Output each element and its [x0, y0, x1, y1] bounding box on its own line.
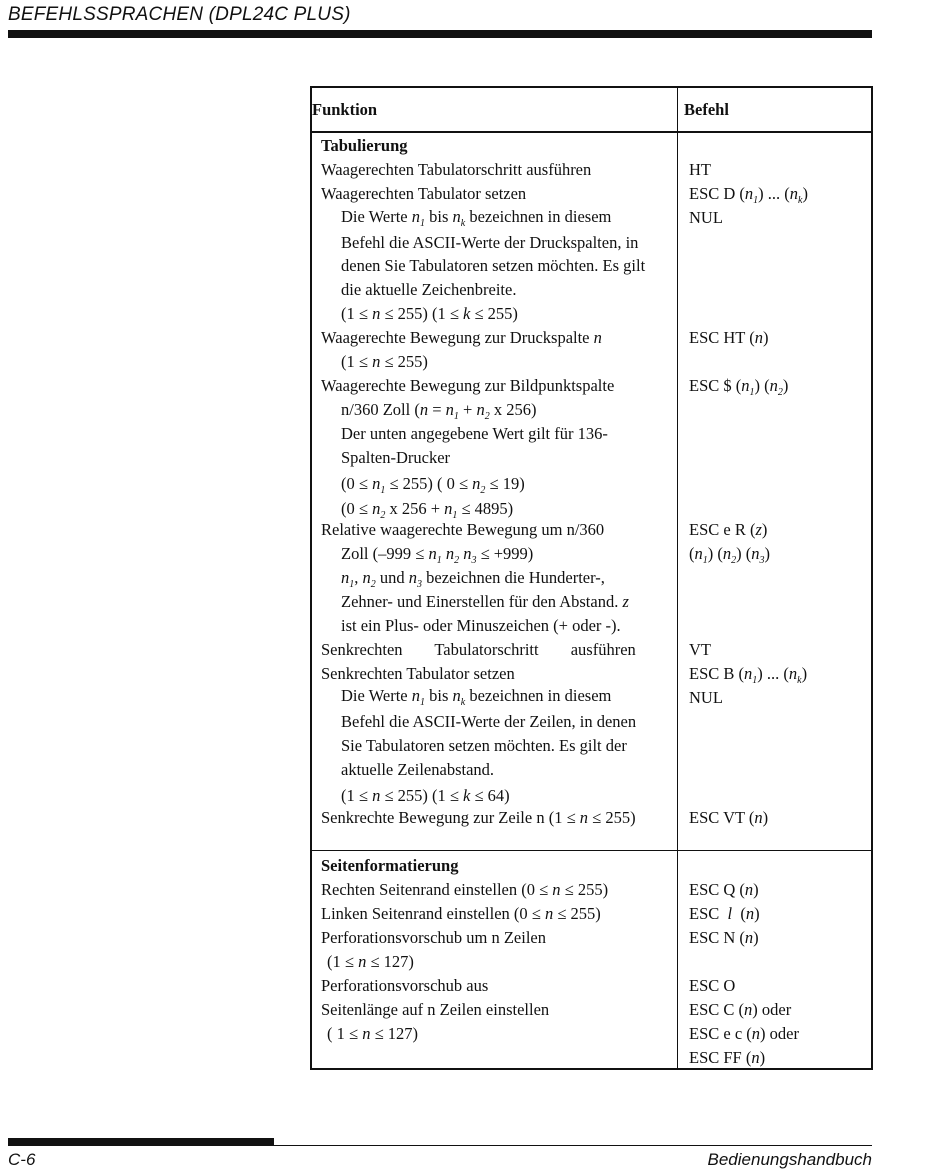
function-cell: Spalten-Drucker	[341, 448, 451, 467]
header-row-divider	[312, 131, 871, 133]
function-cell: Rechten Seitenrand einstellen (0 ≤ n ≤ 255)	[321, 880, 609, 899]
command-cell: NUL	[689, 208, 723, 227]
function-cell: Zoll ($-999 \le n_1$ $n_2$ $n_3 \le +999$)	[341, 544, 534, 566]
command-cell: ESC FF (n)	[689, 1048, 766, 1067]
function-cell: Die Werte $n_1$ bis $n_k$ bezeichnen in diesem	[341, 686, 612, 708]
section-divider	[312, 850, 871, 851]
section-heading: Seitenformatierung	[321, 856, 459, 875]
command-cell: ESC O	[689, 976, 736, 995]
function-cell: Befehl die ASCII-Werte der Druckspalten, in	[341, 233, 639, 252]
command-cell: ESC HT (n)	[689, 328, 769, 347]
column-divider	[677, 88, 678, 1068]
function-cell: Die Werte $n_1$ bis $n_k$ bezeichnen in diesem	[341, 207, 612, 229]
command-cell: ESC D $(n_1)$ ... $(n_k)$	[689, 184, 808, 206]
page-header-title: BEFEHLSSPRACHEN (DPL24C PLUS)	[8, 4, 351, 25]
function-cell: Waagerechten Tabulatorschritt ausführen	[321, 160, 592, 179]
command-cell: VT	[689, 640, 711, 659]
function-cell: Senkrechten Tabulator setzen	[321, 664, 515, 683]
function-cell: Befehl die ASCII-Werte der Zeilen, in denen	[341, 712, 637, 731]
page-number: C-6	[8, 1150, 36, 1169]
command-cell: ESC e R (z)	[689, 520, 768, 539]
function-cell: aktuelle Zeilenabstand.	[341, 760, 495, 779]
function-cell: Der unten angegebene Wert gilt für 136-	[341, 424, 608, 443]
function-cell: Waagerechte Bewegung zur Druckspalte n	[321, 328, 602, 347]
command-cell: NUL	[689, 688, 723, 707]
function-cell: Seitenlänge auf n Zeilen einstellen	[321, 1000, 550, 1019]
function-cell: Relative waagerechte Bewegung um n/360	[321, 520, 605, 539]
function-cell: Senkrechten Tabulatorschritt ausführen	[321, 640, 636, 659]
command-cell: ESC l (n)	[689, 904, 760, 923]
column-header-command: Befehl	[684, 100, 729, 119]
function-cell: Waagerechte Bewegung zur Bildpunktspalte	[321, 376, 615, 395]
function-cell: denen Sie Tabulatoren setzen möchten. Es gilt	[341, 256, 646, 275]
command-cell: ESC $ $(n_1)$ $(n_2)$	[689, 376, 789, 398]
function-cell: Zehner- und Einerstellen für den Abstand. z	[341, 592, 629, 611]
function-cell: Perforationsvorschub aus	[321, 976, 489, 995]
command-cell: HT	[689, 160, 711, 179]
command-cell: ESC e c (n) oder	[689, 1024, 799, 1043]
manual-title: Bedienungshandbuch	[707, 1150, 872, 1169]
function-cell: (1 ≤ n ≤ 127)	[327, 952, 414, 971]
command-cell: ESC N (n)	[689, 928, 759, 947]
function-cell: $(0 \le n_1 \le 255)$ ( $0 \le n_2 \le 19$)	[341, 474, 525, 496]
function-cell: ( 1 ≤ n ≤ 127)	[327, 1024, 418, 1043]
command-cell: ESC Q (n)	[689, 880, 759, 899]
function-cell: Linken Seitenrand einstellen (0 ≤ n ≤ 255)	[321, 904, 601, 923]
function-cell: ist ein Plus- oder Minuszeichen (+ oder -).	[341, 616, 621, 635]
function-cell: ($0 \le n_2$ x $256 + n_1 \le 4895$)	[341, 499, 514, 521]
header-rule	[8, 30, 872, 38]
section-heading: Tabulierung	[321, 136, 408, 155]
function-cell: (1 ≤ n ≤ 255)	[341, 352, 428, 371]
function-cell: Sie Tabulatoren setzen möchten. Es gilt der	[341, 736, 627, 755]
command-cell: $(n_1)$ $(n_2)$ $(n_3)$	[689, 544, 770, 566]
function-cell: (1 ≤ n ≤ 255) (1 ≤ k ≤ 64)	[341, 786, 510, 805]
command-table	[310, 86, 873, 1070]
function-cell: (1 ≤ n ≤ 255) (1 ≤ k ≤ 255)	[341, 304, 518, 323]
function-cell: $n_1$, $n_2$ und $n_3$ bezeichnen die Hunderter-,	[341, 568, 605, 590]
function-cell: Waagerechten Tabulator setzen	[321, 184, 527, 203]
command-cell: ESC C (n) oder	[689, 1000, 792, 1019]
function-cell: die aktuelle Zeichenbreite.	[341, 280, 517, 299]
function-cell: Perforationsvorschub um n Zeilen	[321, 928, 546, 947]
command-cell: ESC VT (n)	[689, 808, 769, 827]
function-cell: Senkrechte Bewegung zur Zeile n (1 ≤ n ≤ 255)	[321, 808, 636, 827]
footer-rule-thin	[274, 1145, 872, 1146]
column-header-function: Funktion	[312, 100, 378, 119]
footer-rule-thick	[8, 1138, 274, 1146]
function-cell: n/360 Zoll ($n = n_1 + n_2$ x 256)	[341, 400, 537, 422]
command-cell: ESC B $(n_1)$ ... $(n_k)$	[689, 664, 808, 686]
